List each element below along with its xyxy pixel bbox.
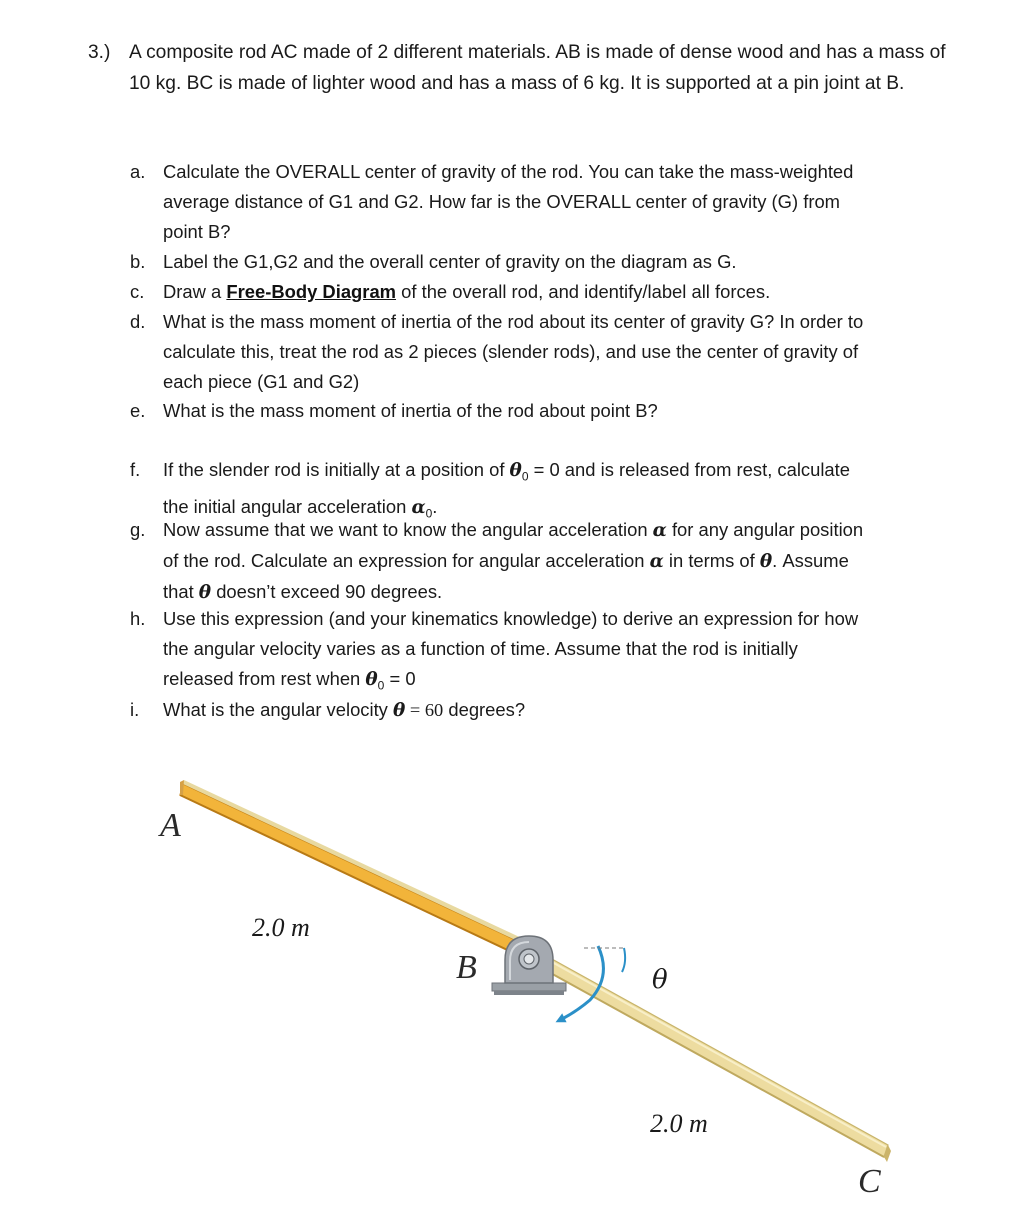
question-f-part1: If the slender rod is initially at a position of	[163, 459, 510, 480]
question-e-text: What is the mass moment of inertia of the rod about point B?	[163, 400, 658, 421]
length-ab-label: 2.0 m	[252, 913, 310, 942]
question-i	[130, 695, 870, 726]
alpha-symbol: α	[649, 550, 664, 572]
theta-symbol: θ	[198, 581, 212, 603]
point-a-label: A	[160, 807, 181, 844]
rod-diagram-svg	[0, 740, 1036, 1220]
alpha-symbol: α	[652, 520, 667, 541]
question-g-part2: for any angular position of the rod. Calculate an expression for angular acceleration	[163, 519, 864, 571]
pin-inner	[524, 954, 534, 964]
length-bc-label: 2.0 m	[650, 1109, 708, 1138]
problem-intro-text: A composite rod AC made of 2 different materials. AB is made of dense wood and has a mass of 10 kg. BC is made of lighter wood and has a mass of 6 kg. It is supported at a pin joint at B.	[129, 42, 946, 94]
question-i-label: i.	[130, 699, 140, 720]
question-a-text: Calculate the OVERALL center of gravity of the rod. You can take the mass-weighted average distance of G1 and G2. How far is the OVERALL center of gravity (G) from point B?	[163, 161, 854, 242]
question-g-part5: doesn’t exceed 90 degrees.	[211, 580, 443, 602]
rod-ab-top-strip	[183, 780, 528, 945]
question-d	[130, 307, 870, 396]
subscript-zero: 0	[521, 469, 529, 484]
question-b-text: Label the G1,G2 and the overall center of gravity on the diagram as G.	[163, 251, 737, 272]
question-f-part2: = 0 and is released from rest, calculate the initial angular acceleration	[163, 459, 851, 518]
question-h-label: h.	[130, 608, 146, 629]
question-g-text	[163, 515, 870, 607]
question-g-part3: in terms of	[663, 549, 760, 571]
question-d-label: d.	[130, 311, 146, 332]
question-b-label: b.	[130, 251, 146, 272]
question-g	[130, 515, 870, 607]
theta-symbol: θ	[393, 700, 406, 721]
theta-symbol: θ	[509, 460, 522, 481]
question-c-text	[163, 277, 870, 307]
question-a	[130, 157, 870, 246]
rod-ab-dark-edge	[180, 795, 520, 956]
rod-diagram	[0, 740, 1036, 1220]
point-c-label: C	[858, 1163, 881, 1200]
question-e	[130, 396, 870, 426]
question-g-label: g.	[130, 519, 146, 540]
theta-angle-arc	[622, 948, 625, 972]
question-h	[130, 604, 870, 701]
question-c-label: c.	[130, 281, 145, 302]
support-base-plate	[492, 983, 566, 991]
support-base-shadow	[494, 991, 564, 995]
question-e-label: e.	[130, 400, 146, 421]
angle-value: 60	[424, 700, 444, 720]
question-c-pre: Draw a	[163, 281, 227, 302]
question-c-post: of the overall rod, and identify/label all forces.	[396, 281, 771, 302]
theta-angle-label: θ	[652, 965, 668, 995]
rod-ab-top-face	[180, 784, 526, 956]
question-g-part4: . Assume that	[163, 549, 849, 602]
question-i-part1: What is the angular velocity	[163, 699, 393, 720]
problem-number: 3.)	[88, 42, 111, 63]
question-a-label: a.	[130, 161, 146, 182]
theta-symbol: θ	[365, 668, 378, 690]
question-h-part1: Use this expression (and your kinematics knowledge) to derive an expression for how the angular velocity varies as a function of time. Assume that the rod is initially released from rest when	[163, 608, 859, 689]
equals-sign: =	[405, 700, 425, 720]
question-i-text	[163, 695, 870, 726]
question-h-part2: = 0	[384, 667, 416, 689]
question-h-text	[163, 604, 870, 701]
subscript-zero: 0	[425, 507, 433, 522]
question-b	[130, 247, 870, 277]
alpha-symbol: α	[411, 497, 426, 519]
question-f-label: f.	[130, 459, 141, 480]
problem-intro	[88, 38, 948, 99]
theta-symbol: θ	[759, 550, 773, 572]
free-body-diagram-link[interactable]: Free-Body Diagram	[226, 281, 397, 302]
question-c	[130, 277, 870, 307]
point-b-label: B	[456, 949, 477, 986]
rod-segment-ab	[180, 780, 528, 956]
question-f-part3: .	[432, 496, 438, 518]
question-i-part2: degrees?	[443, 699, 526, 720]
question-d-text: What is the mass moment of inertia of the rod about its center of gravity G? In order to calculate this, treat the rod as 2 pieces (slender rods), and use the center of gravity of each piece (G1 and G2)	[163, 311, 864, 392]
question-g-part1: Now assume that we want to know the angular acceleration	[163, 519, 653, 540]
subscript-zero: 0	[377, 678, 385, 693]
